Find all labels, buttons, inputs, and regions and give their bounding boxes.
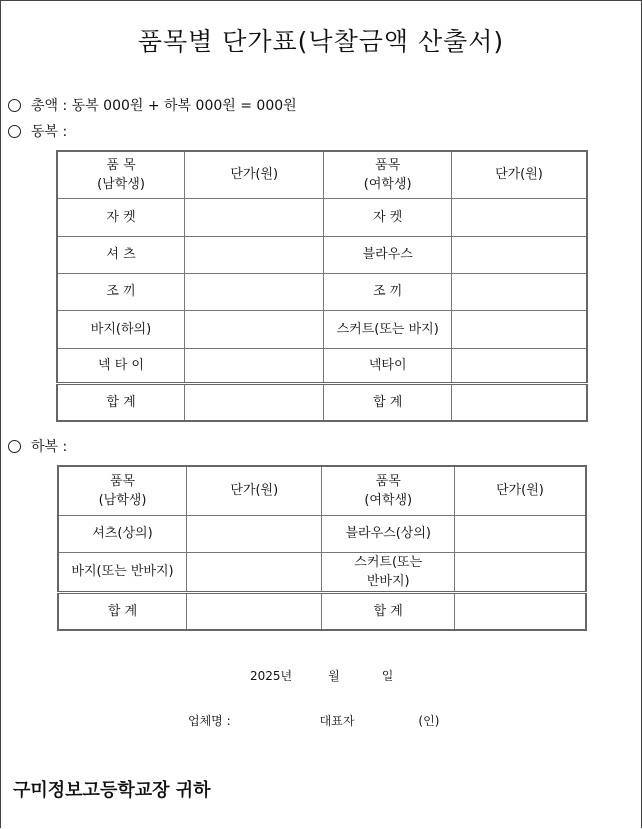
total-row (57, 383, 587, 421)
summer-price-table (57, 465, 587, 631)
table-header-row (58, 466, 586, 515)
table-header-row (57, 151, 587, 198)
price-input-cell[interactable] (185, 236, 324, 273)
price-input-cell[interactable] (185, 310, 324, 348)
male-item-cell: 바지(또는 반바지) (58, 552, 187, 592)
table-row (57, 310, 587, 348)
date-day: 일 (381, 669, 394, 683)
price-input-cell[interactable] (187, 552, 322, 592)
addressee: 구미정보고등학교장 귀하 (13, 780, 211, 801)
male-item-cell: 넥 타 이 (57, 348, 185, 383)
document-title: 품목별 단가표(낙찰금액 산출서) (137, 27, 505, 56)
price-input-cell[interactable] (451, 348, 587, 383)
summer-heading (8, 436, 67, 456)
summer-label: 하복 : (31, 439, 68, 455)
male-item-cell: 조 끼 (57, 273, 185, 310)
table-row (57, 273, 587, 310)
female-item-cell: 자 켓 (324, 198, 452, 236)
price-input-cell[interactable] (451, 236, 587, 273)
circle-bullet-icon (8, 99, 21, 112)
signature-line (188, 712, 439, 729)
winter-label: 동복 : (31, 124, 68, 140)
circle-bullet-icon (8, 440, 21, 453)
header-unit-price: 단가(원) (454, 466, 586, 515)
price-input-cell[interactable] (454, 515, 586, 552)
circle-bullet-icon (8, 125, 21, 138)
male-total-label: 합 계 (58, 592, 187, 630)
price-input-cell[interactable] (451, 198, 587, 236)
winter-price-table (56, 150, 588, 422)
header-female-item: 품목 (여학생) (324, 151, 452, 198)
male-total-label: 합 계 (57, 383, 185, 421)
price-input-cell[interactable] (454, 592, 586, 630)
female-item-cell: 넥타이 (324, 348, 452, 383)
header-unit-price: 단가(원) (187, 466, 322, 515)
header-male-item: 품목 (남학생) (58, 466, 187, 515)
price-input-cell[interactable] (185, 383, 324, 421)
price-input-cell[interactable] (185, 348, 324, 383)
header-unit-price: 단가(원) (451, 151, 587, 198)
female-total-label: 합 계 (324, 383, 452, 421)
table-row (57, 348, 587, 383)
female-item-cell: 조 끼 (324, 273, 452, 310)
price-input-cell[interactable] (185, 198, 324, 236)
female-item-cell: 블라우스(상의) (322, 515, 454, 552)
female-total-label: 합 계 (322, 592, 454, 630)
male-item-cell: 셔츠(상의) (58, 515, 187, 552)
company-label: 업체명 : (188, 714, 231, 728)
winter-heading (8, 121, 67, 141)
date-month: 월 (328, 669, 340, 683)
price-input-cell[interactable] (454, 552, 586, 592)
date-line (250, 667, 393, 684)
header-unit-price: 단가(원) (185, 151, 324, 198)
male-item-cell: 자 켓 (57, 198, 185, 236)
female-item-cell: 스커트(또는 반바지) (322, 552, 454, 592)
date-year: 2025년 (250, 669, 293, 683)
header-male-item: 품 목 (남학생) (57, 151, 185, 198)
price-input-cell[interactable] (187, 592, 322, 630)
table-row (57, 236, 587, 273)
price-input-cell[interactable] (185, 273, 324, 310)
price-input-cell[interactable] (451, 383, 587, 421)
male-item-cell: 셔 츠 (57, 236, 185, 273)
seal-mark: (인) (418, 714, 440, 728)
price-input-cell[interactable] (451, 310, 587, 348)
female-item-cell: 블라우스 (324, 236, 452, 273)
table-row (57, 198, 587, 236)
male-item-cell: 바지(하의) (57, 310, 185, 348)
price-input-cell[interactable] (451, 273, 587, 310)
representative-label: 대표자 (319, 714, 355, 728)
table-row (58, 515, 586, 552)
total-row (58, 592, 586, 630)
total-text: 총액 : 동복 000원 + 하복 000원 = 000원 (31, 98, 297, 114)
price-input-cell[interactable] (187, 515, 322, 552)
header-female-item: 품목 (여학생) (322, 466, 454, 515)
table-row (58, 552, 586, 592)
female-item-cell: 스커트(또는 바지) (324, 310, 452, 348)
total-line (8, 95, 297, 115)
